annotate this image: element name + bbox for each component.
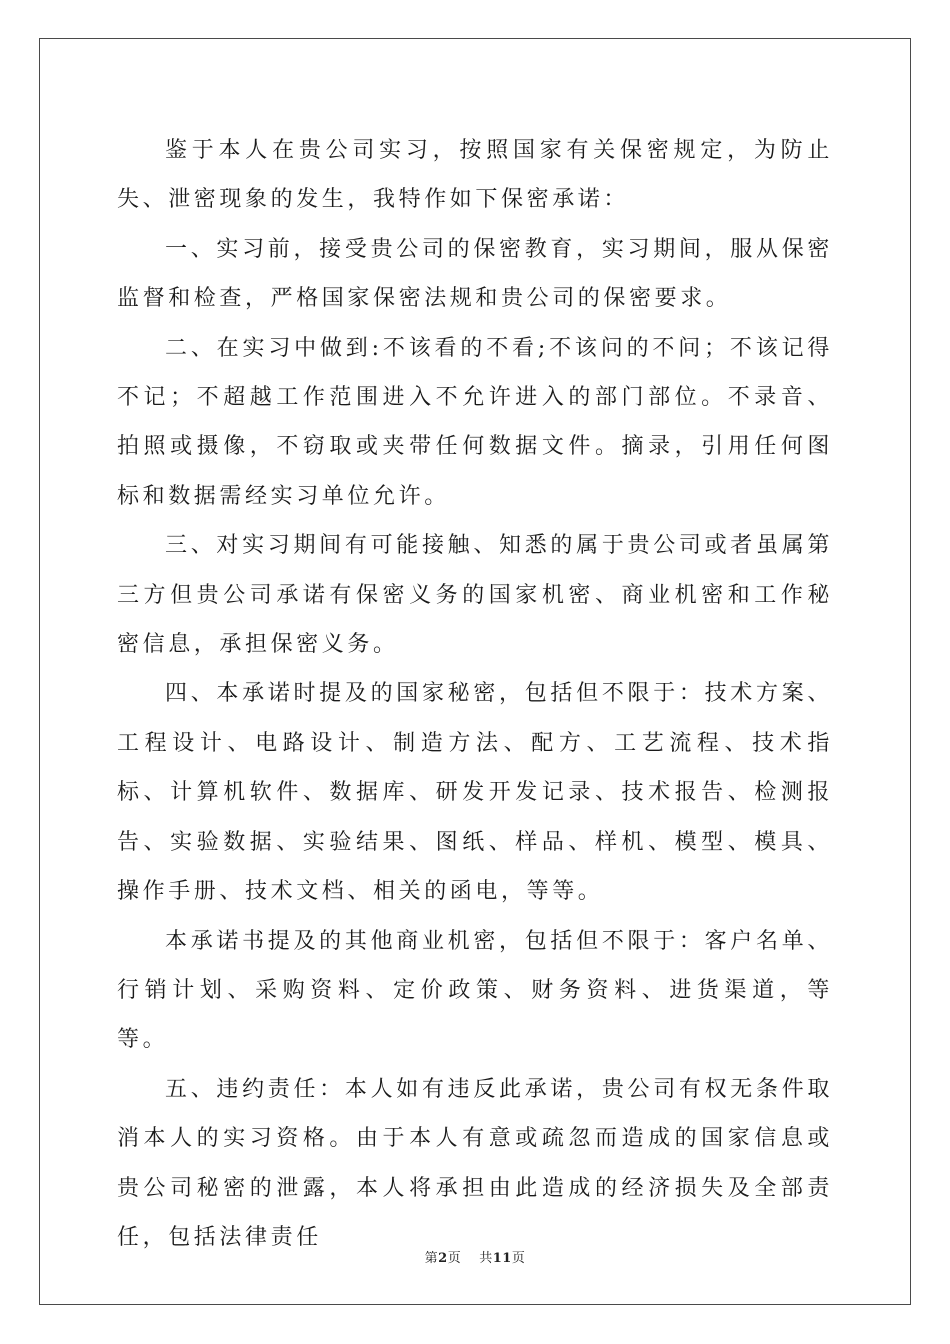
page-suffix: 页 <box>447 1251 462 1266</box>
paragraph-clause-2: 二、在实习中做到:不该看的不看;不该问的不问；不该记得不记；不超越工作范围进入不允许进入的部门部位。不录音、拍照或摄像，不窃取或夹带任何数据文件。摘录，引用任何图标和数据需经实习单位允许。 <box>117 335 833 509</box>
paragraph-clause-3: 三、对实习期间有可能接触、知悉的属于贵公司或者虽属第三方但贵公司承诺有保密义务的国家机密、商业机密和工作秘密信息，承担保密义务。 <box>117 533 833 658</box>
page-number: 2 <box>438 1251 448 1266</box>
paragraph-clause-5: 五、违约责任：本人如有违反此承诺，贵公司有权无条件取消本人的实习资格。由于本人有意或疏忽而造成的国家信息或贵公司秘密的泄露，本人将承担由此造成的经济损失及全部责任，包括法律责任 <box>117 1076 833 1250</box>
total-pages: 11 <box>492 1251 512 1266</box>
document-body <box>117 126 833 1262</box>
page-footer <box>0 1247 950 1266</box>
paragraph-intro: 鉴于本人在贵公司实习，按照国家有关保密规定，为防止失、泄密现象的发生，我特作如下保密承诺： <box>117 138 833 213</box>
page-prefix: 第 <box>424 1251 439 1266</box>
paragraph-clause-4: 四、本承诺时提及的国家秘密，包括但不限于：技术方案、工程设计、电路设计、制造方法、配方、工艺流程、技术指标、计算机软件、数据库、研发开发记录、技术报告、检测报告、实验数据、实验结果、图纸、样品、样机、模型、模具、操作手册、技术文档、相关的函电，等等。 <box>117 681 833 905</box>
total-suffix: 页 <box>511 1251 526 1266</box>
paragraph-commercial-secrets: 本承诺书提及的其他商业机密，包括但不限于：客户名单、行销计划、采购资料、定价政策、财务资料、进货渠道，等等。 <box>117 928 833 1053</box>
paragraph-clause-1: 一、实习前，接受贵公司的保密教育，实习期间，服从保密监督和检查，严格国家保密法规和贵公司的保密要求。 <box>117 236 833 312</box>
total-prefix: 共 <box>479 1251 493 1266</box>
